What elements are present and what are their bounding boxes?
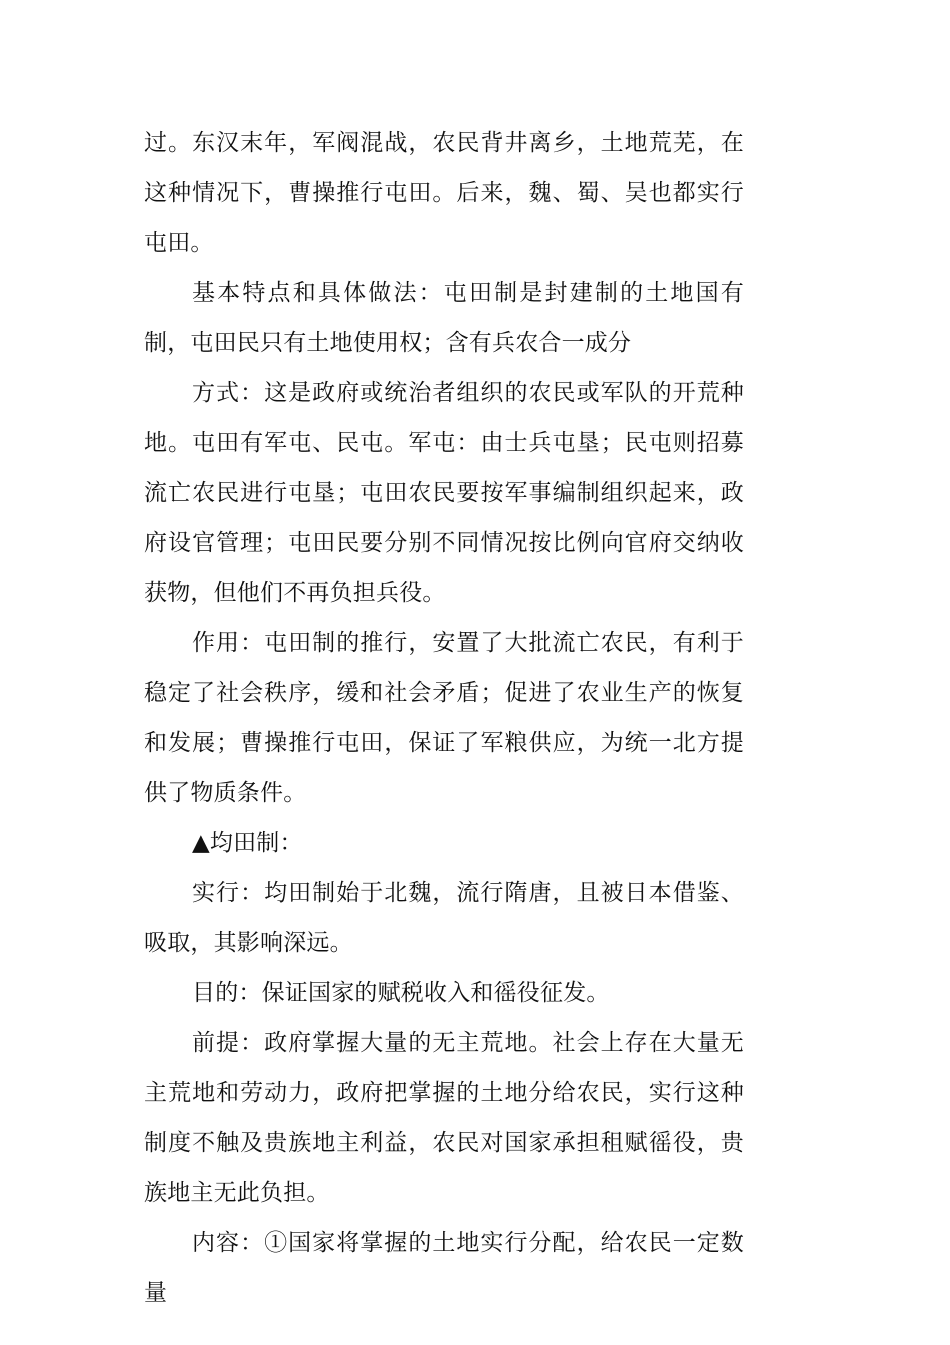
paragraph-tuntian-features: 基本特点和具体做法：屯田制是封建制的土地国有制，屯田民只有土地使用权；含有兵农合一成分 [144,280,744,356]
paragraph-juntian-premise: 前提：政府掌握大量的无主荒地。社会上存在大量无主荒地和劳动力，政府把掌握的土地分给农民，实行这种制度不触及贵族地主利益，农民对国家承担租赋徭役，贵族地主无此负担。 [144,1030,744,1206]
paragraph-juntian-implementation: 实行：均田制始于北魏，流行隋唐，且被日本借鉴、吸取，其影响深远。 [144,880,744,956]
paragraph-juntian-purpose: 目的：保证国家的赋税收入和徭役征发。 [192,980,610,1006]
paragraph-tuntian-effect: 作用：屯田制的推行，安置了大批流亡农民，有利于稳定了社会秩序，缓和社会矛盾；促进了农业生产的恢复和发展；曹操推行屯田，保证了军粮供应，为统一北方提供了物质条件。 [144,630,744,806]
paragraph-juntian-content: 内容：①国家将掌握的土地实行分配，给农民一定数量 [144,1230,744,1306]
paragraph-tuntian-method: 方式：这是政府或统治者组织的农民或军队的开荒种地。屯田有军屯、民屯。军屯：由士兵屯垦；民屯则招募流亡农民进行屯垦；屯田农民要按军事编制组织起来，政府设官管理；屯田民要分别不同情况按比例向官府交纳收获物，但他们不再负担兵役。 [144,380,744,606]
body-text [144,118,744,1318]
section-heading-juntian: ▲均田制： [192,830,303,856]
paragraph-tuntian-origin: 过。东汉末年，军阀混战，农民背井离乡，土地荒芜，在这种情况下，曹操推行屯田。后来，魏、蜀、吴也都实行屯田。 [144,130,744,256]
